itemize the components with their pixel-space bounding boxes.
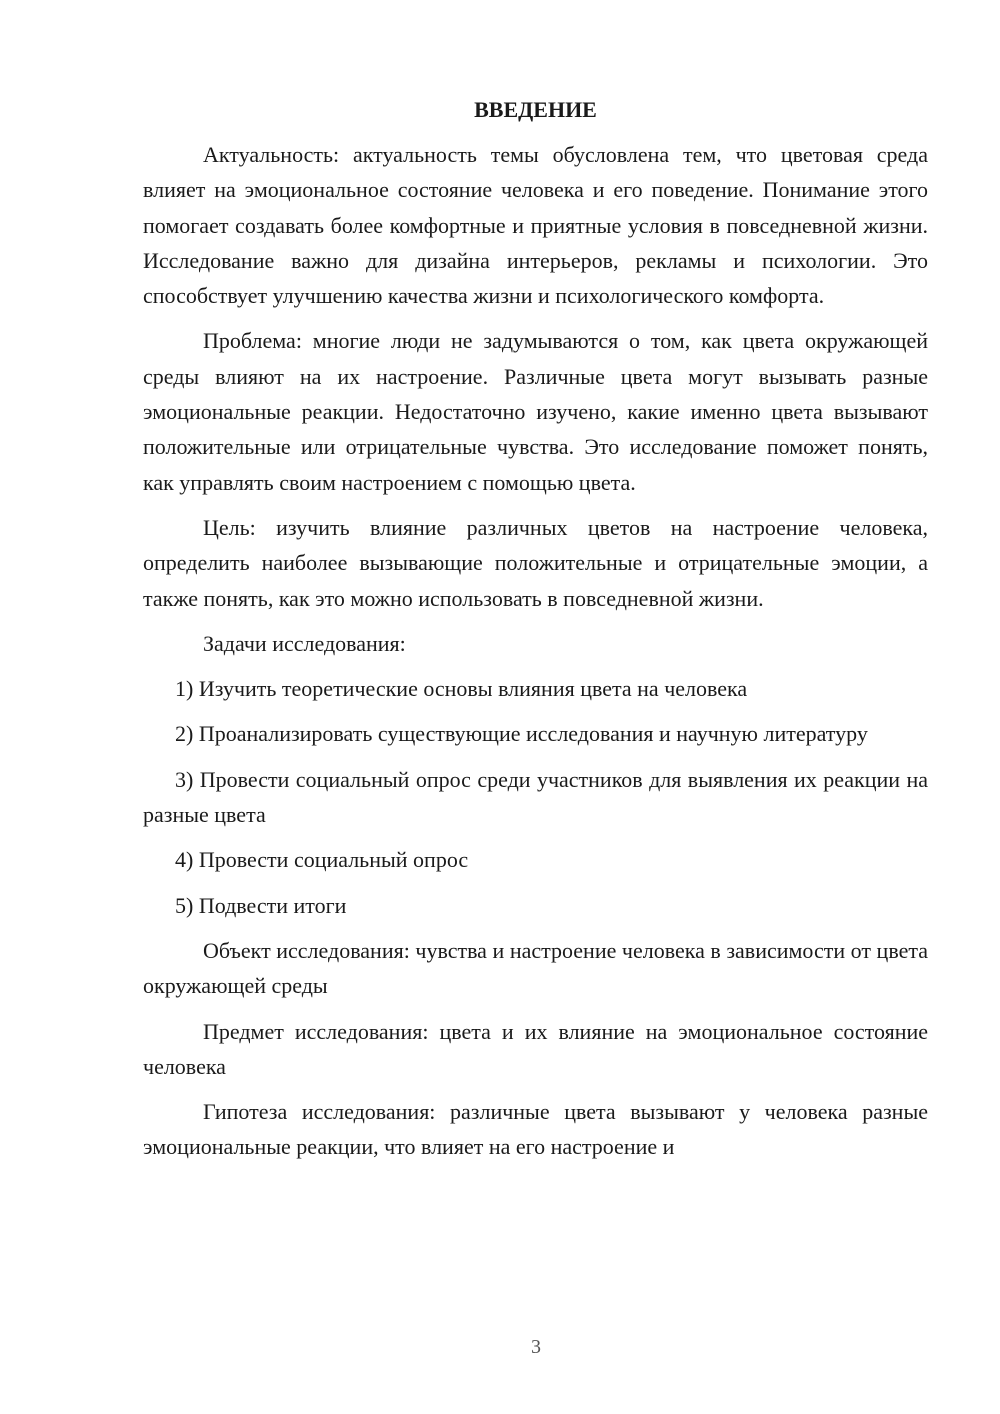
paragraph-subject: Предмет исследования: цвета и их влияние на эмоциональное состояние человека xyxy=(143,1018,928,1079)
paragraph-relevance: Актуальность: актуальность темы обусловлена тем, что цветовая среда влияет на эмоциональное состояние человека и его поведение. Понимание этого помогает создавать более комфортные и приятные условия в повседневной жизни. Исследование важно для дизайна интерьеров, рекламы и психологии. Это способствует улучшению качества жизни и психологического комфорта. xyxy=(143,142,928,309)
task-item-2: 2) Проанализировать существующие исследования и научную литературу xyxy=(175,721,868,747)
task-item-3: 3) Провести социальный опрос среди участников для выявления их реакции на разные цвета xyxy=(143,766,928,828)
paragraph-problem: Проблема: многие люди не задумываются о том, как цвета окружающей среды влияют на их настроение. Различные цвета могут вызывать разные эмоциональные реакции. Недостаточно изучено, какие именно цвета вызывают положительные или отрицательные чувства. Это исследование поможет понять, как управлять своим настроением с помощью цвета. xyxy=(143,328,928,495)
document-body xyxy=(143,92,928,1165)
paragraph-object: Объект исследования: чувства и настроение человека в зависимости от цвета окружающей среды xyxy=(143,937,928,999)
paragraph-hypothesis: Гипотеза исследования: различные цвета вызывают у человека разные эмоциональные реакции, что влияет на его настроение и xyxy=(143,1099,928,1160)
paragraph-goal: Цель: изучить влияние различных цветов на настроение человека, определить наиболее вызывающие положительные и отрицательные эмоции, а также понять, как это можно использовать в повседневной жизни. xyxy=(143,514,928,611)
paragraph-tasks-heading: Задачи исследования: xyxy=(203,630,406,656)
task-item-4: 4) Провести социальный опрос xyxy=(175,847,469,873)
section-heading: ВВЕДЕНИЕ xyxy=(474,97,597,122)
task-item-5: 5) Подвести итоги xyxy=(175,892,347,918)
page-number: 3 xyxy=(531,1336,541,1358)
task-item-1: 1) Изучить теоретические основы влияния цвета на человека xyxy=(175,676,748,702)
